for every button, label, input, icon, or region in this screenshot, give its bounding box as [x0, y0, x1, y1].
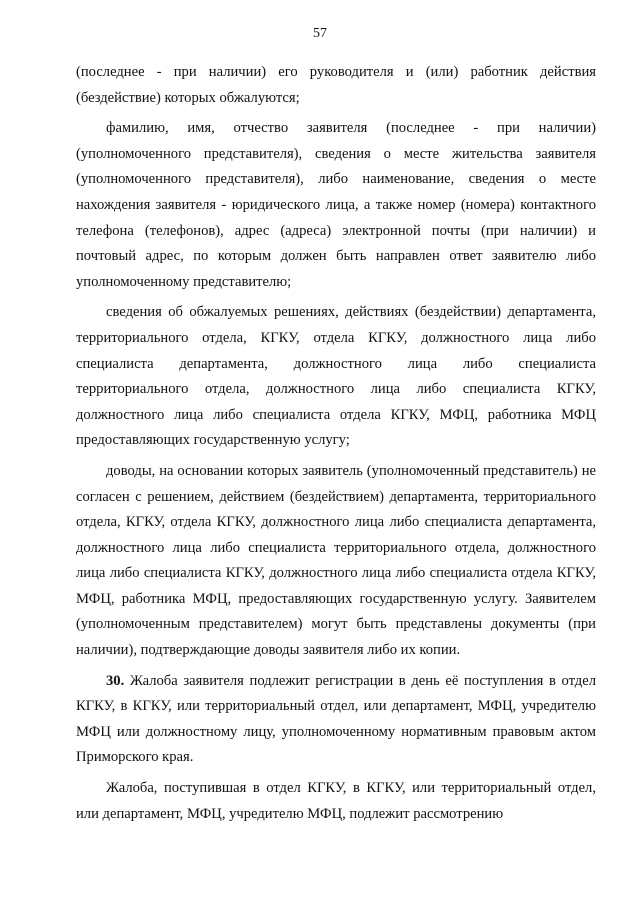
- page-number: 57: [313, 26, 327, 41]
- paragraph-applicant-name: фамилию, имя, отчество заявителя (последнее - при наличии) (уполномоченного представителя), сведения о месте жительства заявителя (уполномоченного представителя), либо наименование, сведения о месте нахождения заявителя - юридического лица, а также номер (номера) контактного телефона (телефонов), адрес (адреса) электронной почты (при наличии) и почтовый адрес, по которым должен быть направлен ответ заявителю либо уполномоченному представителю;: [76, 120, 596, 290]
- paragraph-continuation: (последнее - при наличии) его руководителя и (или) работник действия (бездействие) которых обжалуются;: [76, 64, 596, 106]
- paragraph-arguments: доводы, на основании которых заявитель (уполномоченный представитель) не согласен с решением, действием (бездействием) департамента, территориального отдела, КГКУ, отдела КГКУ, должностного лица либо специалиста департамента, должностного лица либо специалиста территориального отдела, должностного лица либо специалиста КГКУ, должностного лица либо специалиста отдела КГКУ, МФЦ, работника МФЦ, предоставляющих государственную услугу. Заявителем (уполномоченным представителем) могут быть представлены документы (при наличии), подтверждающие доводы заявителя либо их копии.: [76, 462, 596, 659]
- paragraph-appealed-decisions: сведения об обжалуемых решениях, действиях (бездействии) департамента, территориального отдела, КГКУ, отдела КГКУ, должностного лица либо специалиста департамента, должностного лица либо специалиста территориального отдела, должностного лица либо специалиста КГКУ, должностного лица либо специалиста отдела КГКУ, МФЦ, работника МФЦ предоставляющих государственную услугу;: [76, 304, 596, 449]
- paragraph-point-30: [76, 669, 596, 771]
- document-body: [76, 60, 596, 832]
- point-number: 30.: [106, 672, 125, 689]
- point-30-text: Жалоба заявителя подлежит регистрации в день её поступления в отдел КГКУ, в КГКУ, или территориальный отдел, или департамент, МФЦ, учредителю МФЦ или должностному лицу, уполномоченному нормативным правовым актом Приморского края.: [76, 672, 596, 766]
- paragraph-complaint-review: Жалоба, поступившая в отдел КГКУ, в КГКУ, или территориальный отдел, или департамент, МФЦ, учредителю МФЦ, подлежит рассмотрению: [76, 780, 596, 822]
